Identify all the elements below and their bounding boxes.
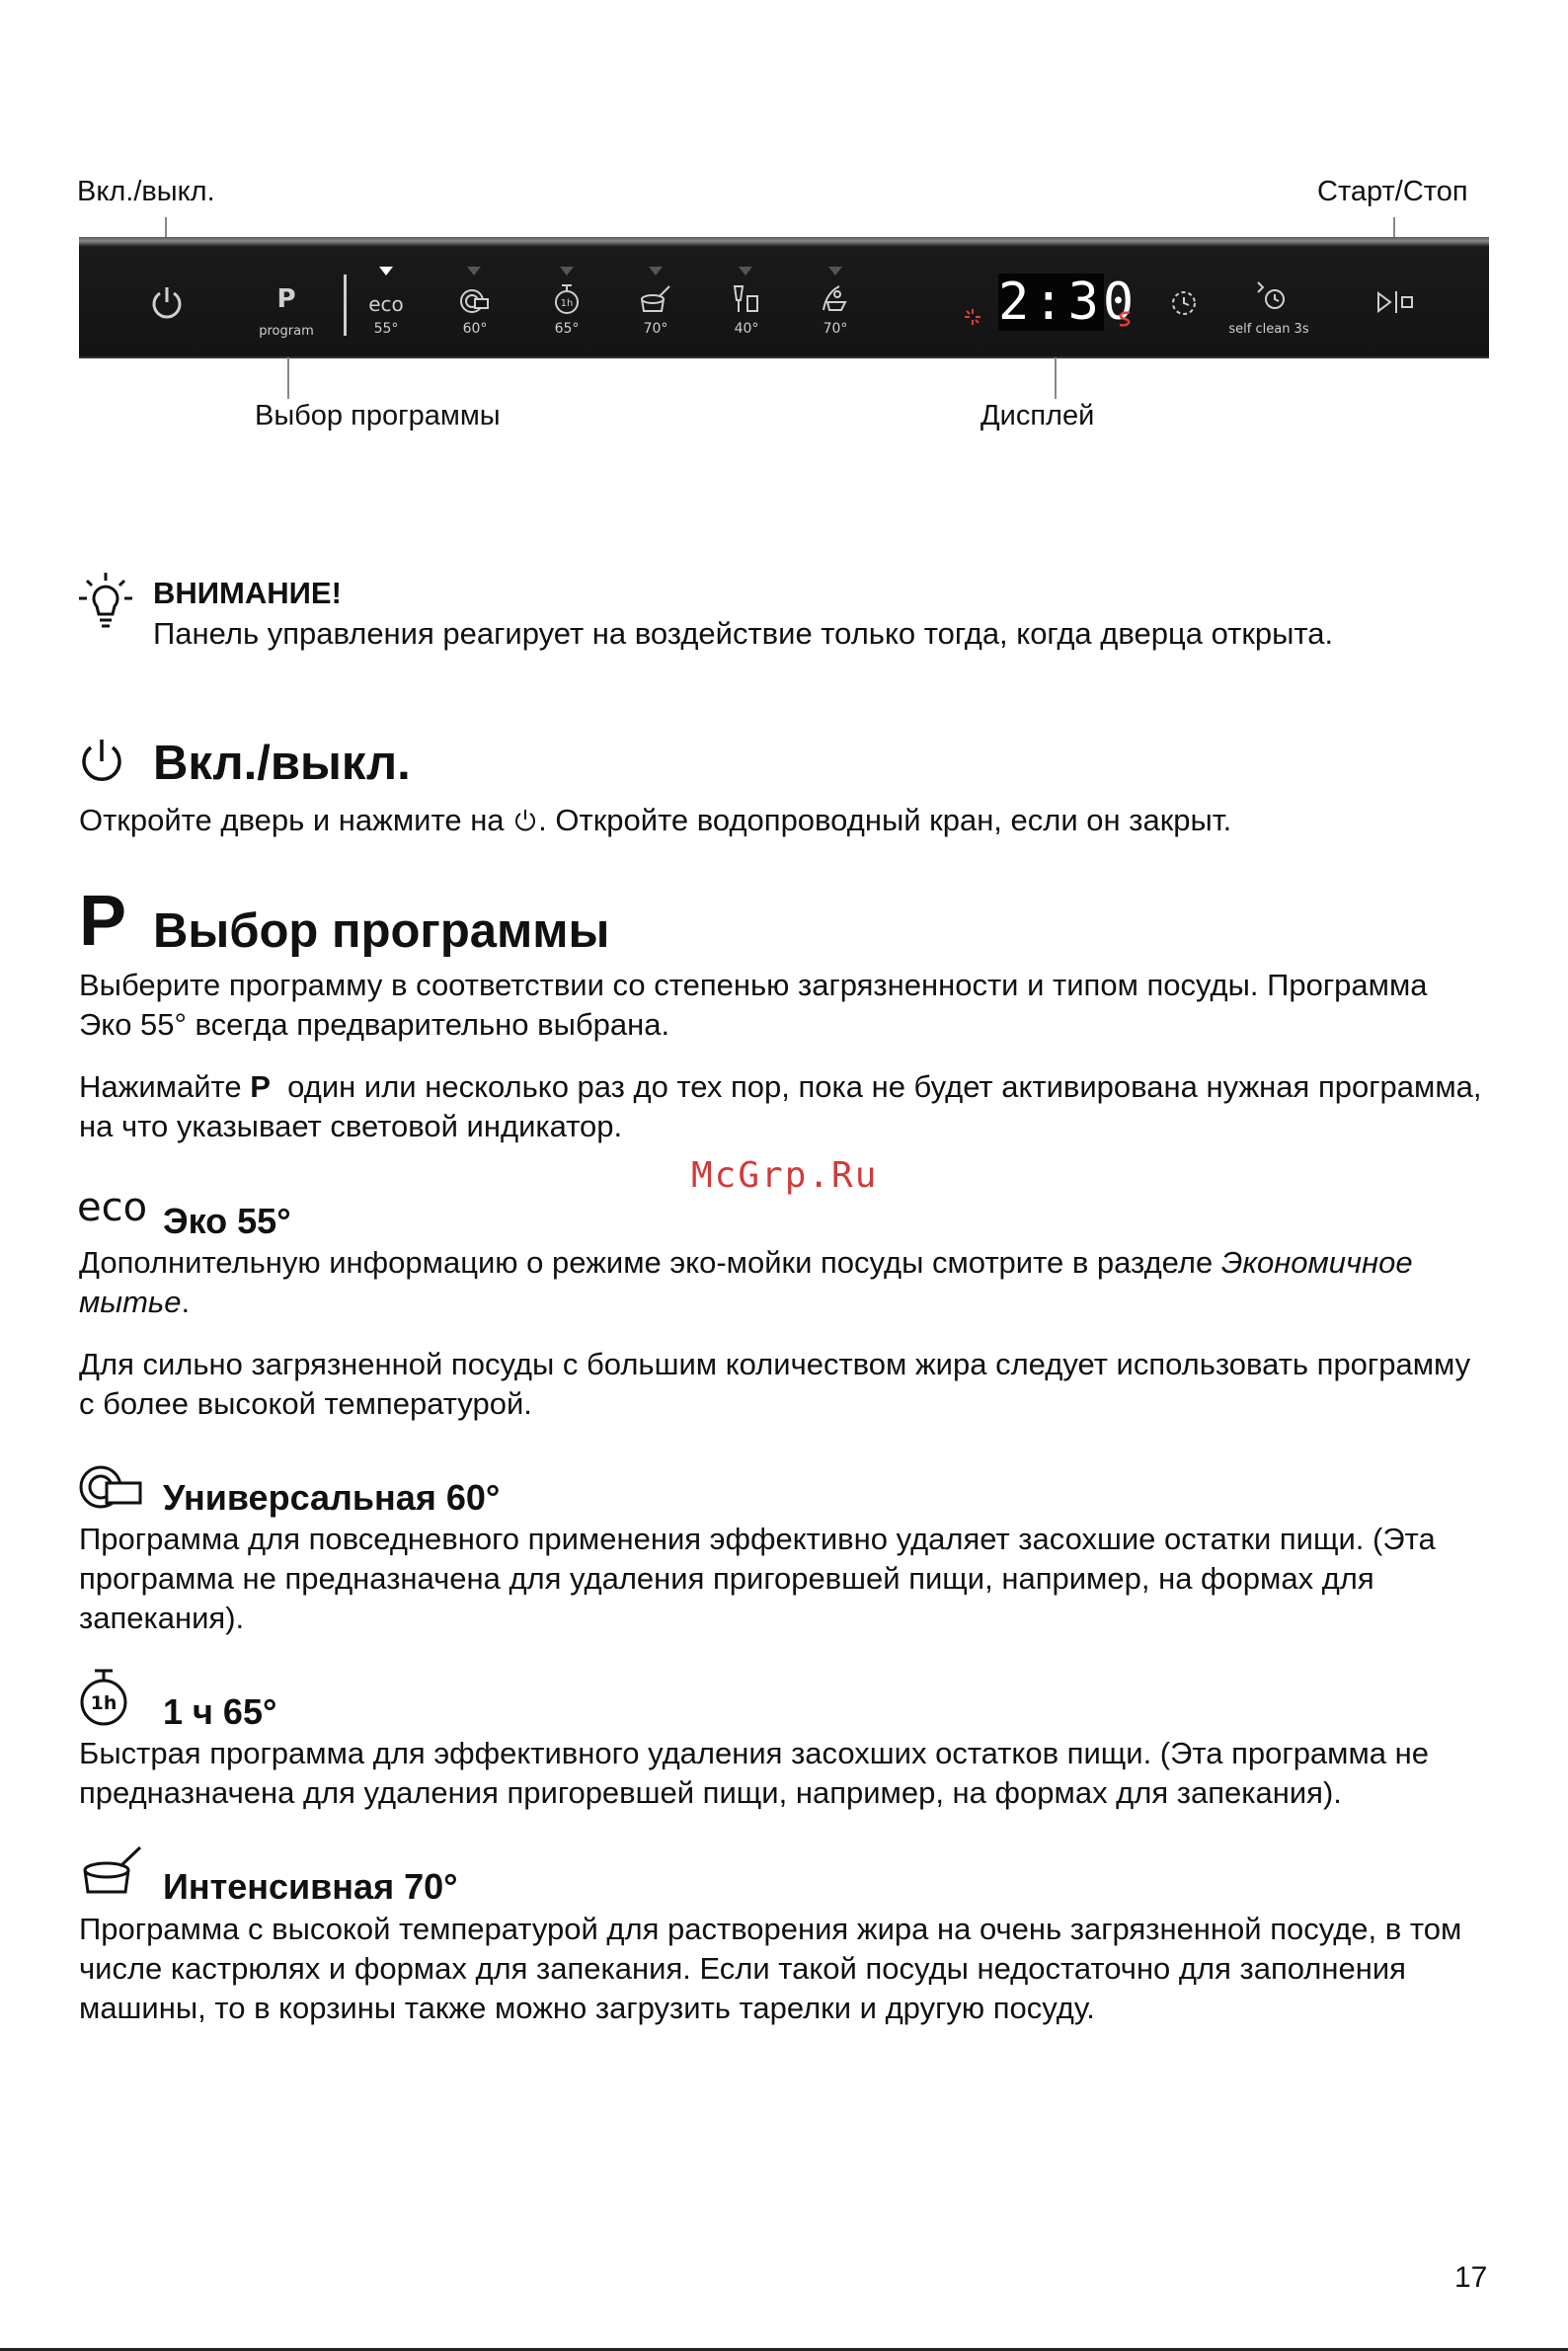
page-number: 17 (1454, 2261, 1488, 2294)
attention-title: ВНИМАНИЕ! (153, 576, 342, 610)
program-para2-line2: на что указывает световой индикатор. (79, 1109, 623, 1143)
svg-text:1h: 1h (560, 298, 574, 309)
panel-divider (344, 274, 347, 336)
temp-one-hour: 65° (554, 321, 580, 337)
eco-p1-italic2: мытье (79, 1285, 182, 1319)
para2-p: P (250, 1069, 271, 1104)
indicator-intensive (649, 267, 663, 275)
label-program-select: Выбор программы (255, 400, 501, 431)
eco-p1-dot: . (181, 1285, 191, 1319)
temp-glass: 40° (734, 321, 759, 337)
universal-title: Универсальная 60° (163, 1477, 501, 1518)
onoff-text-after: . Откройте водопроводный кран, если он закрыт. (538, 803, 1232, 837)
one-hour-icon-text: 1h (90, 1692, 118, 1714)
universal-line2: программа не предназначена для удаления пригоревшей пищи, например, на формах для (79, 1561, 1374, 1596)
intensive-line3: машины, то в корзины также можно загрузить тарелки и другую посуду. (79, 1991, 1095, 2025)
onoff-text-before: Откройте дверь и нажмите на (79, 803, 513, 837)
leader-display (1055, 357, 1057, 399)
glass-icon[interactable] (731, 282, 762, 316)
intensive-line2: числе кастрюлях и формах для запекания. Если такой посуды недостаточно для заполнения (79, 1951, 1406, 1986)
program-para1-line1: Выберите программу в соответствии со степенью загрязненности и типом посуды. Программа (79, 968, 1428, 1002)
para2-a: Нажимайте (79, 1069, 251, 1104)
program-word: program (259, 324, 314, 339)
power-icon[interactable] (148, 284, 186, 322)
eco-p1-line1 (79, 1243, 1413, 1283)
temp-universal: 60° (462, 321, 488, 337)
indicator-auto (828, 267, 842, 275)
indicator-one-hour (560, 267, 574, 275)
onoff-text (79, 801, 1231, 840)
onoff-title: Вкл./выкл. (153, 737, 411, 790)
self-clean-icon[interactable] (1254, 278, 1288, 312)
rinse-aid-warning-icon (964, 308, 981, 326)
universal-line3: запекания). (79, 1601, 245, 1635)
control-panel (79, 237, 1489, 358)
temp-intensive: 70° (643, 321, 668, 337)
one-hour-timer-icon (77, 1667, 132, 1726)
one-hour-line1: Быстрая программа для эффективного удаления засохших остатков пищи. (Эта программа не (79, 1736, 1430, 1770)
self-clean-label: self clean 3s (1228, 322, 1309, 337)
program-para2-line1 (79, 1067, 1481, 1107)
auto-icon[interactable] (818, 282, 853, 316)
intensive-title: Интенсивная 70° (163, 1866, 458, 1907)
universal-line1: Программа для повседневного применения эффективно удаляет засохшие остатки пищи. (Эта (79, 1522, 1436, 1556)
eco-p2-line1: Для сильно загрязненной посуды с большим количеством жира следует использовать программу (79, 1347, 1471, 1381)
eco-p2-line2: с более высокой температурой. (79, 1386, 532, 1421)
indicator-eco (379, 267, 393, 275)
intensive-pot-icon (77, 1844, 146, 1900)
eco-p1-line2 (79, 1283, 190, 1322)
program-letter: P (79, 882, 127, 961)
eco-p1-italic: Экономичное (1220, 1245, 1413, 1280)
one-hour-line2: предназначена для удаления пригоревшей пищи, например, на формах для запекания). (79, 1775, 1342, 1810)
salt-warning-icon (1116, 310, 1134, 328)
indicator-glass (739, 267, 752, 275)
program-para1-line2: Эко 55° всегда предварительно выбрана. (79, 1007, 670, 1042)
one-hour-title: 1 ч 65° (163, 1691, 277, 1732)
universal-pot-icon (77, 1463, 146, 1513)
lightbulb-icon (77, 571, 134, 630)
eco-icon[interactable]: eco (368, 292, 404, 316)
leader-program-select (287, 357, 289, 399)
eco-p1-a: Дополнительную информацию о режиме эко-мойки посуды смотрите в разделе (79, 1245, 1221, 1280)
start-stop-icon[interactable] (1374, 288, 1418, 316)
temp-auto: 70° (823, 321, 848, 337)
eco-icon: eco (77, 1185, 148, 1230)
one-hour-timer-icon[interactable] (551, 282, 583, 316)
label-display: Дисплей (980, 400, 1095, 431)
display-digits: 2:30 (998, 273, 1138, 332)
attention-text: Панель управления реагирует на воздействие только тогда, когда дверца открыта. (153, 616, 1334, 651)
universal-pot-icon[interactable] (458, 286, 492, 316)
eco-title: Эко 55° (163, 1201, 291, 1241)
program-button[interactable]: P (276, 284, 296, 314)
temp-eco: 55° (373, 321, 399, 337)
label-start-stop: Старт/Стоп (1317, 176, 1468, 207)
intensive-line1: Программа с высокой температурой для растворения жира на очень загрязненной посуде, в том (79, 1912, 1462, 1946)
indicator-universal (467, 267, 481, 275)
power-icon (77, 736, 126, 787)
intensive-pot-icon[interactable] (638, 282, 673, 316)
delay-start-icon[interactable] (1169, 288, 1199, 318)
program-title: Выбор программы (153, 904, 610, 958)
power-icon (512, 808, 538, 833)
para2-b: один или несколько раз до тех пор, пока не будет активирована нужная программа, (270, 1069, 1482, 1104)
label-on-off: Вкл./выкл. (77, 176, 215, 207)
watermark: McGrp.Ru (691, 1155, 879, 1196)
